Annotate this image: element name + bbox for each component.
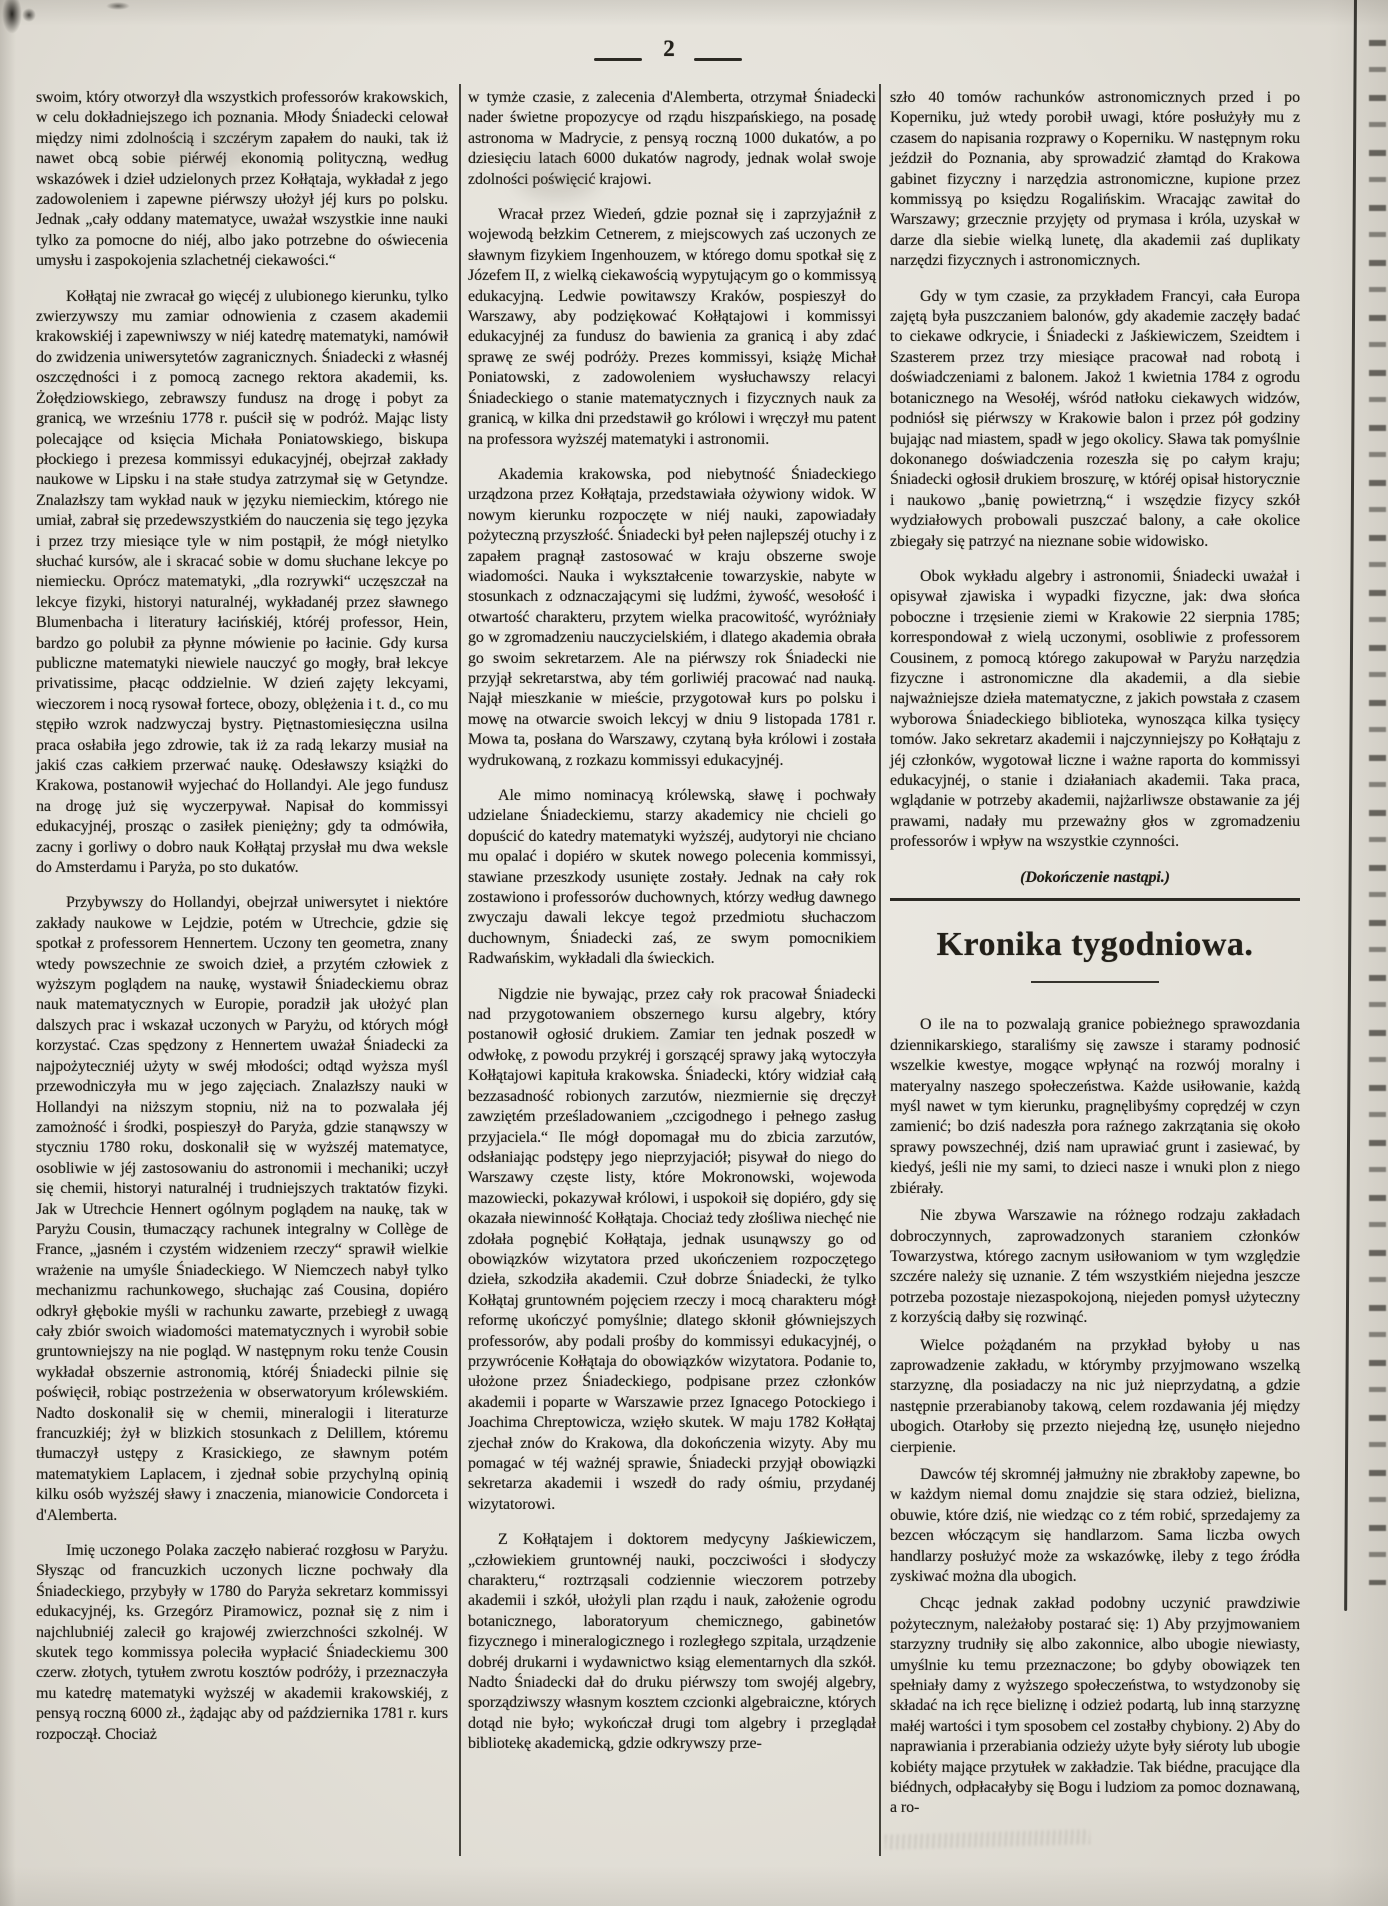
article-paragraph: Przybywszy do Hollandyi, obejrzał uniwersytet i niektóre zakłady naukowe w Lejdzie, potém w Utrechcie, gdzie się spotkał z professorem Hennertem. Uczony ten geometra, znany wtedy powszechnie ze swoich dzieł, a przytém człowiek z wyższym poglądem na naukę, wystawił Śniadeckiemu obraz nauk matematycznych w Europie, poradził jak ułożyć plan dalszych prac i wskazał uczonych w Paryżu, od których mógł korzystać. Czas spędzony z Hennertem uważał Śniadecki za najpożyteczniéj użyty w swéj młodości; odtąd wyższa myśl przewodniczyła mu w jego zajęciach. Znalazłszy nauki w Hollandyi na niższym stopniu, niż na to pozwalała jéj zamożność i środki, pospieszył do Paryża, gdzie stanąwszy w styczniu 1780 roku, doskonalił się w wyższéj matematyce, osobliwie w jéj zastosowaniu do astronomii i mechaniki; uczył się chemii, historyi naturalnéj i trudniejszych traktatów fizyki. Jak w Utrechcie Hennert ogólnym poglądem na naukę, tak w Paryżu Cousin, tłumaczący rachunek integralny w Collège de France, „jasném i czystém widzeniem rzeczy“ sprawił wielkie wrażenie na umyśle Śniadeckiego. W Niemczech nabył tylko mechanizmu rachunkowego, słuchając zaś Cousina, dopiéro odkrył głębokie myśli w rachunku zawarte, przebiegł z uwagą cały zbiór swoich wiadomości matematycznych i wyrobił sobie gruntowniejszy na nie pogląd. W następnym roku tenże Cousin wykładał obszernie astronomią, któréj Śniadecki pilnie się poświęcił, robiąc postrzeżenia w obserwatoryum królewskiém. Nadto doskonalił się w chemii, mineralogii i literaturze francuzkiéj; żył w blizkich stosunkach z Delillem, któremu tłumaczył ustępy z Krasickiego, ze sławnym potém matematykiem Laplacem, i zjednał sobie przychylną opinią kilku osób wyższéj sławy i znaczenia, mianowicie Condorceta i d'Alemberta.	[36, 894, 448, 1524]
article-paragraph: Kołłątaj nie zwracał go więcéj z ulubionego kierunku, tylko zwierzywszy mu zamiar odnowienia z czasem akademii krakowskiéj i zapewniwszy w niéj katedrę matematyki, namówił do zwidzenia uniwersytetów zagranicznych. Śniadecki z własnéj oszczędności i z pomocą zacnego rektora akademii, ks. Żołędziowskiego, zebrawszy fundusz na drogę i pobyt za granicą, we wrześniu 1778 r. puścił się w podróż. Mając listy polecające od księcia Michała Poniatowskiego, biskupa płockiego i prezesa kommissyi edukacyjnéj, obejrzał zakłady naukowe w Lipsku i na stałe studya zatrzymał się w Getyndze. Znalazłszy tam wykład nauk w języku niemieckim, którego nie umiał, zabrał się przedewszystkiém do nauczenia się tego języka i przez trzy miesiące tyle w nim postąpił, że mógł nietylko słuchać kursów, ale i skracać sobie w domu słuchane lekcye po niemiecku. Oprócz matematyki, „dla rozrywki“ uczęszczał na lekcye fizyki, historyi naturalnéj, wykładanéj przez sławnego Blumenbacha i literatury łacińskiéj, któréj professor, Hein, bardzo go polubił za płynne mówienie po łacinie. Gdy kursa publiczne matematyki niewiele nauczyć go mogły, brał lekcye privatissime, płacąc oddzielnie. W dzień zajęty lekcyami, wieczorem i nocą rysował fortece, obozy, oblężenia i t. d., co mu stępiło wzrok nadzwyczaj bystry. Piętnastomiesięczna usilna praca osłabiła jego zdrowie, tak iż za radą lekarzy musiał na jakiś czas całkiem przerwać naukę. Odesławszy książki do Krakowa, postanowił wyjechać do Hollandyi. Ale jego fundusz na drogę już się wyczerpywał. Napisał do kommissyi edukacyjnéj, prosząc o zasiłek pieniężny; gdy ta odmówiła, zacny i gorliwy o dobro nauk Kołłątaj przysłał mu dwa weksle do Amsterdamu i Paryża, po sto dukatów.	[36, 287, 448, 877]
paper-stain	[88, 555, 213, 625]
paper-stain	[515, 150, 600, 200]
article-paragraph: Wracał przez Wiedeń, gdzie poznał się i zaprzyjaźnił z wojewodą bełzkim Cetnerem, z miejscowych zaś uczonych ze sławnym fizykiem Ingenhouzem, w którego domu spotkał się z Józefem II, z wielką ciekawością wypytującym go o kommissyą edukacyjną. Ledwie powitawszy Kraków, pospieszył do Warszawy, aby podziękować Kołłątajowi i kommissyi edukacyjnéj za fundusz do bawienia za granicą i aby zdać sprawę ze swéj podróży. Prezes kommissyi, książę Michał Poniatowski, z zadowoleniem wysłuchawszy relacyi Śniadeckiego o stanie matematycznych i fizycznych nauk za granicą, w kilka dni przedstawił go królowi i wręczył mu patent na professora wyższéj matematyki i astronomii.	[468, 206, 876, 448]
paper-stain	[148, 112, 260, 172]
column-rule-2	[879, 84, 881, 1856]
header-dash-left	[594, 58, 642, 61]
article-paragraph: Gdy w tym czasie, za przykładem Francyi, cała Europa zajętą była puszczaniem balonów, gdy akademie zaczęły badać to ciekawe odkrycie, i Śniadecki z Jaśkiewiczem, Szeidtem i Szasterem przez trzy miesiące pracował nad robotą i doświadczeniami z balonem. Jakoż 1 kwietnia 1784 z ogrodu botanicznego na Wesołéj, wśród natłoku ciekawych widzów, podniósł się piérwszy w Krakowie balon i przez pół godziny bujając nad miastem, spadł w jego okolicy. Sława tak pomyślnie dokonanego doświadczenia rozeszła się po całym kraju; Śniadecki ogłosił drukiem broszurę, w któréj opisał historycznie i naukowo „banię powietrzną,“ i wszędzie fizycy szkół wydziałowych probowali puszczać balony, a całe okolice zbiegały się patrzyć na nieznane sobie widowisko.	[890, 287, 1300, 550]
page-number: 2	[663, 36, 675, 61]
paper-stain	[640, 1000, 740, 1055]
kronika-paragraph: Wielce pożądaném na przykład byłoby u nas zaprowadzenie zakładu, w którymby przyjmowano wszelką starzyznę, dla posiadaczy na nic już nieprzydatną, a gdzie następnie przerabianoby takową, celem rozdawania jéj między ubogich. Otarłoby się przezto niejedną łzę, usunęło niejedno cierpienie.	[890, 1336, 1300, 1456]
article-paragraph: Akademia krakowska, pod niebytność Śniadeckiego urządzona przez Kołłątaja, przedstawiała ożywiony widok. W nowym kierunku rozpoczęte w niéj nauki, zapowiadały pożyteczną przyszłość. Śniadecki był pełen najlepszéj otuchy i z zapałem pragnął zastosować w kraju obszerne swoje wiadomości. Nauka i wykształcenie towarzyskie, nabyte w stosunkach z odznaczającymi się ludźmi, żywość, wesołość i otwartość charakteru, przytem wielka pracowitość, wyróżniały go w zgromadzeniu nauczycielskiém, i dlatego akademia obrała go swoim sekretarzem. Ale na piérwszy rok Śniadecki nie przyjął sekretarstwa, aby tém gorliwiéj pracować nad nauką. Najął mieszkanie w mieście, przygotował kurs po polsku i mowę na otwarcie swoich lekcyj w dniu 9 listopada 1781 r. Mowa ta, posłana do Warszawy, czytaną była królowi i została wydrukowaną, z rozkazu kommissyi edukacyjnéj.	[468, 465, 876, 769]
ink-smudge	[106, 2, 130, 10]
kronika-paragraph: Chcąc jednak zakład podobny uczynić prawdziwie pożytecznym, należałoby postarać się: 1) Aby przyjmowaniem starzyzny trudniły się albo zakonnice, albo ubogie niewiasty, umyślnie ku temu przeznaczone; bo gdyby obowiązek ten spełniały damy z wyższego społeczeństwa, to wstydzonoby się składać na ich ręce bieliznę i odzież podartą, lub inną starzyznę małéj wartości i tym sposobem cel zostałby chybiony. 2) Aby do naprawiania i przerabiania odzieży użyte były siéroty lub ubogie kobiéty mające przytułek w zakładzie. Tak biédne, pracujące dla biédnych, odpłacałyby się Bogu i ludziom za pomoc doznawaną, a ro-	[890, 1595, 1300, 1817]
article-paragraph: Z Kołłątajem i doktorem medycyny Jaśkiewiczem, „człowiekiem gruntownéj nauki, poczciwości i słodyczy charakteru,“ roztrząsali codziennie wieczorem potrzeby akademii i szkół, ułożyli plan rządu i nauk, założenie ogrodu botanicznego, laboratoryum chemicznego, gabinetów fizycznego i mineralogicznego i rozległego szpitala, urządzenie dobréj drukarni i wydawnictwo ksiąg elementarnych dla szkół. Nadto Śniadecki dał do druku piérwszy tom swojéj algebry, sporządziwszy własnym kosztem czcionki algebraiczne, których dotąd nie było; wykończał drugi tom algebry i przeglądał bibliotekę akademicką, gdzie odkrywszy prze-	[468, 1531, 876, 1753]
column-3	[890, 88, 1300, 1826]
article-paragraph: Nigdzie nie bywając, przez cały rok pracował Śniadecki nad przygotowaniem obszernego kursu algebry, który postanowił ogłosić drukiem. Zamiar ten jednak poszedł w odwłokę, z powodu przykréj i gorszącéj sprawy jaką wytoczyła Kołłątajowi kapituła krakowska. Śniadecki, który widział całą bezzasadność robionych zarzutów, niezmiernie się dręczył zawziętém prześladowaniem „czcigodnego i pełnego zasług przyjaciela.“ Ile mógł dopomagał mu do zbicia zarzutów, odsłaniając podstępy jego nieprzyjaciół; pisywał do niego do Warszawy częste listy, które Mokronowski, wojewoda mazowiecki, pokazywał królowi, i uspokoił się dopiéro, gdy się okazała niewinność Kołłątaja. Chociaż tedy złośliwa niechęć nie zdołała pognębić Kołłątaja, jednak usunąwszy go od obowiązków wizytatora przed ukończeniem rozpoczętego dzieła, szkodziła akademii. Czuł dobrze Śniadecki, że tylko Kołłątaj gruntowném pojęciem rzeczy i mocą charakteru mógł reformę ukończyć pomyślnie; dlatego skłonił główniejszych professorów, aby podali prośby do kommissyi edukacyjnéj, o przywrócenie Kołłątaja do obowiązków wizytatora. Podanie to, ułożone przez Śniadeckiego, podpisane przez członków akademii i poparte w Warszawie przez Ignacego Potockiego i Joachima Chreptowicza, wzięło skutek. W maju 1782 Kołłątaj zjechał znów do Krakowa, dla dokończenia wizyty. Aby mu pomagać w téj ważnéj sprawie, Śniadecki przyjął obowiązki sekretarza akademii i wszedł do rady ośmiu, przydanéj wizytatorowi.	[468, 985, 876, 1513]
ink-smudge	[22, 8, 36, 22]
kronika-paragraph: O ile na to pozwalają granice pobieżnego sprawozdania dziennikarskiego, staraliśmy się zawsze i staramy podnosić wszelkie kwestye, mogące wpłynąć na rozwój moralny i materyalny naszego społeczeństwa. Każde usiłowanie, każdą myśl nawet w tym kierunku, pragnęlibyśmy coprędzéj w czyn zamienić; bo dziś nadeszła pora raźnego zakrzątania się około sprawy powszechnéj, dziś nam uprawiać grunt i zasiewać, by kiedyś, jeśli nie my sami, to dzieci nasze i wnuki plon z niego zbiérały.	[890, 1016, 1300, 1197]
page-edge-scan-line	[1344, 0, 1357, 1611]
article-paragraph: Imię uczonego Polaka zaczęło nabierać rozgłosu w Paryżu. Słysząc od francuzkich uczonych liczne pochwały dla Śniadeckiego, przybyły w 1780 do Paryża sekretarz kommissyi edukacyjnéj, ks. Grzegórz Piramowicz, poznał się z nim i najchlubniéj zalecił go krajowéj zwierzchności szkolnéj. W skutek tego kommissya poleciła wypłacić Śniadeckiemu 300 czerw. złotych, tytułem zwrotu kosztów podróży, i przeznaczyła mu katedrę matematyki wyższéj w akademii krakowskiéj, z pensyą roczną 6000 zł., żądając aby od października 1781 r. kurs rozpoczął. Chociaż	[36, 1542, 448, 1743]
article-paragraph: swoim, który otworzył dla wszystkich professorów krakowskich, w celu dokładniejszego ich poznania. Młody Śniadecki celował między nimi zdolnością i szczérym zapałem do nauki, tak iż nawet obcą sobie piérwéj ekonomią polityczną, według wskazówek i dzieł udzielonych przez Kołłątaja, wykładał z jego zadowoleniem i zapewne piérwszy ułożył jéj kurs po polsku. Jednak „cały oddany matematyce, uważał wszystkie inne nauki tylko za pomocne do niéj, albo jako potrzebne do oświecenia umysłu i zaspokojenia szlachetnéj ciekawości.“	[36, 89, 448, 270]
ink-smudge	[2, 0, 22, 34]
column-1	[36, 88, 448, 1760]
kronika-paragraph: Nie zbywa Warszawie na różnego rodzaju zakładach dobroczynnych, zaprowadzonych staraniem członków Towarzystwa, którego zacnym usiłowaniom w tym względzie szczére należy się uznanie. Z tém wszystkiém niejedna jeszcze potrzeba pozostaje niezaspokojoną, niejeden pomysł użyteczny z korzyścią dałby się rozwinąć.	[890, 1207, 1300, 1327]
column-rule-1	[459, 84, 461, 1856]
kronika-paragraph: Dawców téj skromnéj jałmużny nie zbrakłoby zapewne, bo w każdym niemal domu znajdzie się stara odzież, bielizna, obuwie, które dziś, nie wiedząc co z tém robić, sprzedajemy za bezcen włóczącym się handlarzom. Sama liczba owych handlarzy posłużyć może za wskazówkę, ileby z tego źródła zyskiwać można dla ubogich.	[890, 1465, 1300, 1585]
article-paragraph: Obok wykładu algebry i astronomii, Śniadecki uważał i opisywał zjawiska i wypadki fizyczne, jak: dwa słońca poboczne i trzęsienie ziemi w Krakowie 22 sierpnia 1785; korrespondował z wielą uczonymi, osobliwie z professorem Cousinem, z pomocą którego zakupował w Paryżu narzędzia fizyczne i astronomiczne dla akademii, a dla siebie najważniejsze dzieła matematyczne, z jakich powstała z czasem wyborowa Śniadeckiego biblioteka, wynosząca kilka tysięcy tomów. Jako sekretarz akademii i najczynniejszy po Kołłątaju z jéj członków, wygotował liczne i ważne raporta do kommissyi edukacyjnéj, o stanie i działaniach akademii. Taka praca, wglądanie w potrzeby akademii, najżarliwsze obstawanie za jéj prawami, nadały mu przeważny głos w zgromadzeniu professorów i wpływ na wszystkie czynności.	[890, 567, 1300, 851]
pencil-smudge	[885, 1829, 1090, 1849]
column-2	[468, 88, 876, 1770]
header-dash-right	[694, 58, 742, 61]
adjacent-page-text-fragments	[1369, 40, 1386, 1585]
article-paragraph: Ale mimo nominacyą królewską, sławę i pochwały udzielane Śniadeckiemu, starzy akademicy nie chcieli go dopuścić do katedry matematyki wyższéj, audytoryi nie chciano mu opalać i dopiéro w skutek nowego polecenia kommissyi, stawiane przeszkody usunięte zostały. Jednak na cały rok zostawiono i professorów duchownych, którzy według dawnego zwyczaju dawali lekcye tegoż przedmiotu słuchaczom duchownym, Śniadecki zaś, ze swym pomocnikiem Radwańskim, wykładali dla świeckich.	[468, 787, 876, 968]
article-paragraph: szło 40 tomów rachunków astronomicznych przed i po Koperniku, już wtedy porobił uwagi, które posłużyły mu z czasem do napisania rozprawy o Koperniku. W następnym roku jeździł do Poznania, aby sprowadzić złamtąd do Krakowa gabinet fizyczny i narzędzia astronomiczne, kupione przez kommissyą po księdzu Rogalińskim. Wracając zawitał do Warszawy; grzecznie przyjęty od prymasa i króla, uzyskał w darze dla siebie wielką lunetę, dla akademii zaś duplikaty narzędzi fizycznych i astronomicznych.	[890, 89, 1300, 270]
title-underline	[1031, 981, 1159, 983]
section-divider	[890, 898, 1300, 901]
section-title: Kronika tygodniowa.	[936, 926, 1254, 964]
article-paragraph: w tymże czasie, z zalecenia d'Alemberta, otrzymał Śniadecki nader świetne propozycye od rządu hiszpańskiego, na posadę astronoma w Madrycie, z pensyą roczną 1000 dukatów, a po dziesięciu latach 6000 dukatów nagrody, jednak wolał swoje zdolności poświęcić krajowi.	[468, 89, 876, 188]
continuation-note: (Dokończenie nastąpi.)	[1020, 868, 1170, 886]
